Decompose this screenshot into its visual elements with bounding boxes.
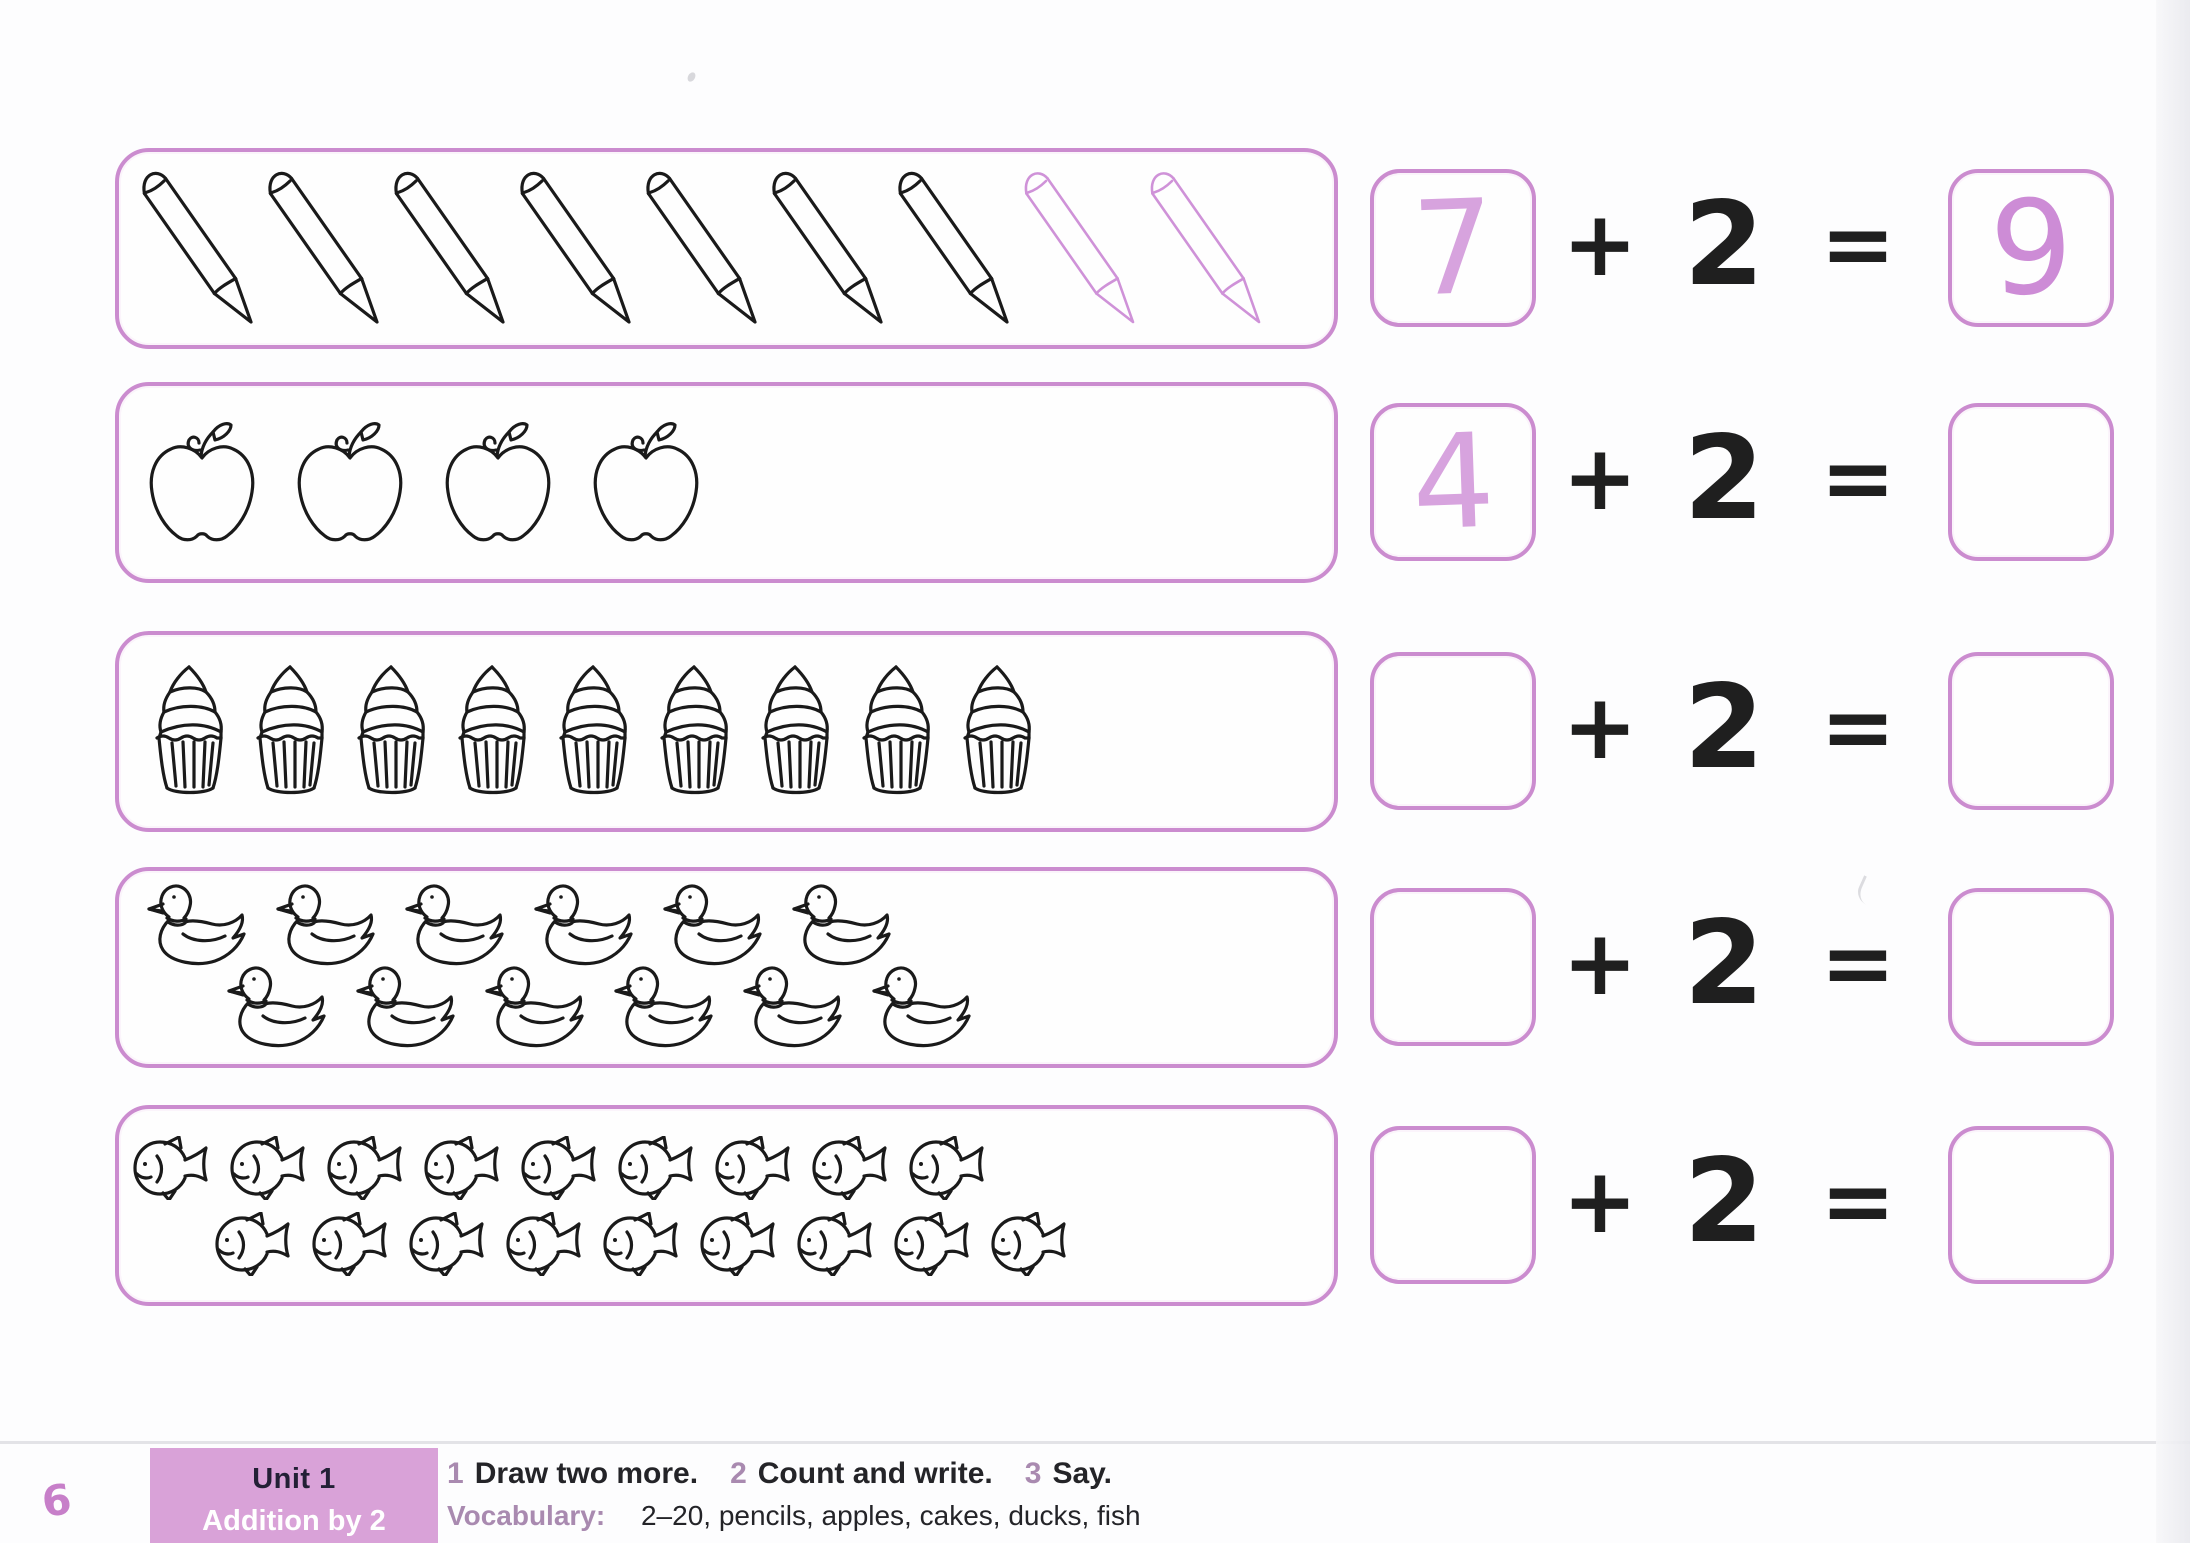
equals-sign: = <box>1820 1149 1896 1254</box>
answer-input-box[interactable] <box>1948 1126 2114 1284</box>
count-input-box[interactable] <box>1370 1126 1536 1284</box>
apples-drawing-box[interactable] <box>115 382 1338 583</box>
addend-number: 2 <box>1683 896 1765 1031</box>
pencil-icon <box>885 164 1025 334</box>
equals-sign: = <box>1820 192 1896 297</box>
addend-number: 2 <box>1683 177 1765 312</box>
plus-sign: + <box>1562 192 1638 297</box>
fish-icon <box>129 1136 211 1200</box>
fish-icon <box>614 1136 696 1200</box>
handwritten-answer: 9 <box>1987 170 2075 326</box>
pencil-icon <box>381 164 521 334</box>
duck-items <box>119 871 1334 1064</box>
fish-icon <box>308 1212 390 1276</box>
fish-icon <box>420 1136 502 1200</box>
duck-icon <box>534 882 642 972</box>
exercise-row-fish <box>0 1105 2190 1298</box>
instruction-1 <box>447 1457 698 1491</box>
fish-icon <box>987 1212 1069 1276</box>
fish-icon <box>502 1212 584 1276</box>
instruction-3-number: 3 <box>1024 1457 1042 1490</box>
duck-icon <box>356 964 464 1054</box>
pencil-icon <box>507 164 647 334</box>
vocabulary-line <box>447 1500 1141 1532</box>
plus-sign: + <box>1562 426 1638 531</box>
instruction-3 <box>1025 1457 1112 1491</box>
duck-icon <box>792 882 900 972</box>
instructions <box>447 1457 1112 1491</box>
cupcake-icon <box>143 664 235 800</box>
cupcake-icon <box>749 664 841 800</box>
duck-icon <box>663 882 771 972</box>
cupcake-icon <box>951 664 1043 800</box>
addend-number: 2 <box>1683 411 1765 546</box>
instruction-2-text: Count and write. <box>757 1457 993 1490</box>
addend-number: 2 <box>1683 660 1765 795</box>
instruction-1-number: 1 <box>447 1457 464 1490</box>
duck-icon <box>743 964 851 1054</box>
instruction-1-text: Draw two more. <box>474 1457 699 1490</box>
cupcake-icon <box>244 664 336 800</box>
cupcake-icon <box>850 664 942 800</box>
fish-icon <box>517 1136 599 1200</box>
pencil-items <box>119 152 1334 345</box>
answer-input-box[interactable] <box>1948 169 2114 327</box>
duck-icon <box>872 964 980 1054</box>
ducks-drawing-box[interactable] <box>115 867 1338 1068</box>
equals-sign: = <box>1820 426 1896 531</box>
equals-sign: = <box>1820 675 1896 780</box>
duck-icon <box>276 882 384 972</box>
answer-input-box[interactable] <box>1948 652 2114 810</box>
pencil-icon <box>759 164 899 334</box>
fish-icon <box>599 1212 681 1276</box>
page-number: 6 <box>38 1474 75 1527</box>
cupcake-icon <box>648 664 740 800</box>
fish-icon <box>711 1136 793 1200</box>
addend-number: 2 <box>1683 1134 1765 1269</box>
pencil-icon <box>633 164 773 334</box>
handwritten-count: 4 <box>1409 404 1497 560</box>
instruction-2 <box>730 1457 993 1491</box>
fish-icon <box>696 1212 778 1276</box>
duck-icon <box>614 964 722 1054</box>
exercise-row-cakes <box>0 631 2190 824</box>
pencil-icon <box>1011 164 1151 334</box>
duck-icon <box>405 882 513 972</box>
fish-icon <box>905 1136 987 1200</box>
count-input-box[interactable] <box>1370 652 1536 810</box>
scan-line-artifact <box>0 1441 2190 1444</box>
fish-drawing-box[interactable] <box>115 1105 1338 1306</box>
apple-items <box>119 386 1334 579</box>
scan-smudge <box>686 71 697 83</box>
count-input-box[interactable] <box>1370 169 1536 327</box>
apple-icon <box>593 420 699 546</box>
apple-icon <box>445 420 551 546</box>
unit-title: Unit 1 <box>252 1463 336 1495</box>
apple-icon <box>149 420 255 546</box>
cakes-drawing-box[interactable] <box>115 631 1338 832</box>
cupcake-icon <box>345 664 437 800</box>
pencil-icon <box>129 164 269 334</box>
answer-input-box[interactable] <box>1948 403 2114 561</box>
cake-items <box>119 635 1334 828</box>
scan-edge-artifact <box>2156 0 2190 1543</box>
pencil-icon <box>1137 164 1277 334</box>
duck-icon <box>227 964 335 1054</box>
fish-items <box>119 1109 1334 1302</box>
equals-sign: = <box>1820 911 1896 1016</box>
handwritten-count: 7 <box>1409 170 1497 326</box>
instruction-2-number: 2 <box>730 1457 747 1490</box>
fish-icon <box>405 1212 487 1276</box>
answer-input-box[interactable] <box>1948 888 2114 1046</box>
pencil-icon <box>255 164 395 334</box>
exercise-row-apples <box>0 382 2190 575</box>
plus-sign: + <box>1562 1149 1638 1254</box>
cupcake-icon <box>446 664 538 800</box>
unit-tab <box>150 1448 438 1543</box>
pencils-drawing-box[interactable] <box>115 148 1338 349</box>
unit-subtitle: Addition by 2 <box>202 1505 386 1537</box>
fish-icon <box>211 1212 293 1276</box>
plus-sign: + <box>1562 911 1638 1016</box>
cupcake-icon <box>547 664 639 800</box>
fish-icon <box>808 1136 890 1200</box>
fish-icon <box>890 1212 972 1276</box>
instruction-3-text: Say. <box>1052 1457 1112 1490</box>
count-input-box[interactable] <box>1370 888 1536 1046</box>
duck-icon <box>485 964 593 1054</box>
fish-icon <box>226 1136 308 1200</box>
exercise-row-pencils <box>0 148 2190 341</box>
plus-sign: + <box>1562 675 1638 780</box>
vocabulary-terms: 2–20, pencils, apples, cakes, ducks, fish <box>640 1500 1141 1531</box>
apple-icon <box>297 420 403 546</box>
duck-icon <box>147 882 255 972</box>
fish-icon <box>323 1136 405 1200</box>
vocabulary-label: Vocabulary: <box>447 1500 606 1531</box>
fish-icon <box>793 1212 875 1276</box>
count-input-box[interactable] <box>1370 403 1536 561</box>
